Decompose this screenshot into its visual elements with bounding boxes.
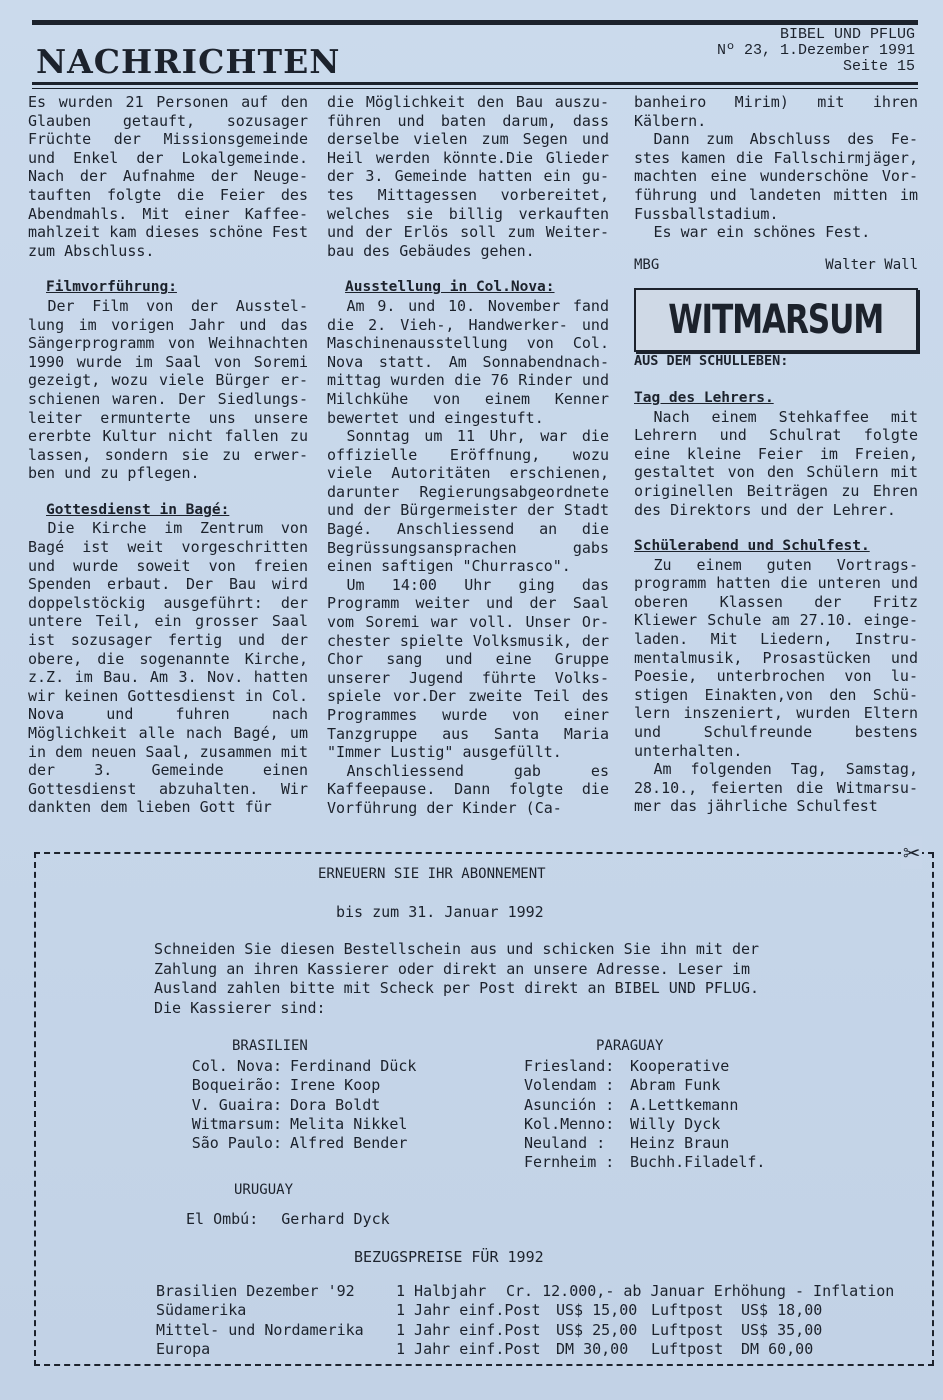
cashier-name: Alfred Bender [290,1134,408,1153]
cashier-place: Asunción : [524,1095,615,1114]
issue-date: Nº 23, 1.Dezember 1991 [716,42,915,59]
brasil-heading: BRASILIEN [232,1038,308,1054]
cashier-place: Kol.Menno: [524,1114,615,1133]
article-paragraph: Es wurden 21 Personen auf den Glauben getauft, sozusager Früchte der Missionsgemeinde und Enkel der Lokalgemeinde. Nach der Aufnahme der Neuge- tauften folgte die Feier des Abendmahls. Mit einer Kaffee- mahlzeit kam dieses schöne Fest zum Abschluss. [28,93,308,260]
article-heading: Ausstellung in Col.Nova: [345,279,555,296]
article-paragraph: Der Film von der Ausstel- lung im vorigen Jahr und das Sängerprogramm von Weihnachten 1990 wurde im Saal von Soremi gezeigt, wozu viele Bürger er- schienen waren. Der Siedlungs- leiter ermunterte uns unsere ererbte Kultur nicht fallen zu lassen, sondern sie zu erwer- ben und zu pflegen. [28,296,308,483]
price-value: Cr. 12.000,- ab Januar Erhöhung - Inflation [506,1282,895,1300]
cashier-row [182,1076,416,1095]
subscription-coupon [34,836,934,1366]
cashier-row [524,1134,765,1153]
coupon-instructions: Schneiden Sie diesen Bestellschein aus und schicken Sie ihn mit der Zahlung an ihren Kassierer oder direkt an unsere Adresse. Leser im Ausland zahlen bitte mit Scheck per Post direkt an BIBEL UND PFLUG. Die Kassierer sind: [154,940,760,1017]
uruguay-cashier [186,1210,390,1228]
coupon-title: ERNEUERN SIE IHR ABONNEMENT [318,866,546,882]
price-region: Europa [156,1339,211,1358]
article-heading: Gottesdienst in Bagé: [46,501,230,518]
cashier-name: Abram Funk [630,1076,721,1095]
cashier-place: V. Guaira: [191,1095,282,1114]
price-region: Mittel- und Nordamerika [156,1320,364,1339]
airmail-price: US$ 18,00 [741,1301,823,1320]
cashier-row [524,1076,765,1095]
cashier-name: A.Lettkemann [630,1095,739,1114]
article-paragraph: banheiro Mirim) mit ihren Kälbern. [634,93,918,130]
scissors-icon: ✂ [903,836,920,869]
brasil-cashiers [182,1057,416,1153]
paraguay-cashiers [524,1057,765,1173]
airmail-label: Luftpost [651,1339,724,1358]
cashier-row [524,1096,765,1115]
article-paragraph: die Möglichkeit den Bau auszu- führen und baten darum, dass derselbe vielen zum Segen und Heil werden könnte.Die Glieder der 3. Gemeinde hatten ein gu- tes Mittagessen vorbereitet, welches sie billig verkauften und der Erlös soll zum Weiter- bau des Gebäudes gehen. [327,93,609,260]
cashier-row [524,1153,765,1172]
price-plan: 1 Jahr einf.Post [396,1339,541,1358]
article-paragraph: Anschliessend gab es Kaffeepause. Dann folgte die Vorführung der Kinder (Ca- [327,761,609,817]
cashier-name: Heinz Braun [630,1134,730,1153]
price-row [156,1340,894,1359]
prices-heading: BEZUGSPREISE FÜR 1992 [354,1248,544,1266]
publication-name: BIBEL UND PFLUG [779,26,915,43]
cashier-row [182,1096,416,1115]
price-region: Brasilien Dezember '92 [156,1282,355,1300]
cashier-name: Kooperative [630,1057,730,1075]
cashier-place: Neuland : [524,1134,606,1153]
article-signature [634,256,918,275]
price-plan: 1 Jahr einf.Post [396,1301,541,1320]
cashier-name: Buchh.Filadelf. [630,1153,766,1172]
price-value: DM 30,00 [556,1339,629,1358]
cashier-name: Ferdinand Dück [290,1057,417,1075]
price-row [156,1282,894,1301]
cashier-place: Friesland: [524,1057,615,1075]
price-plan: 1 Halbjahr [396,1282,487,1300]
cashier-row [182,1115,416,1134]
price-value: US$ 25,00 [556,1320,638,1339]
page-number: Seite 15 [842,58,915,75]
witmarsum-banner [634,288,918,352]
article-paragraph: Am folgenden Tag, Samstag, 28.10., feierten die Witmarsu- mer das jährliche Schulfest [634,760,918,816]
signature-initials: MBG [634,256,660,273]
airmail-label: Luftpost [651,1301,724,1320]
cashier-place: Witmarsum: [191,1114,282,1133]
section-subtitle: AUS DEM SCHULLEBEN: [634,353,789,370]
price-region: Südamerika [156,1301,247,1320]
cashier-place: Volendam : [524,1076,615,1095]
airmail-price: US$ 35,00 [741,1320,823,1339]
cashier-row [524,1057,765,1076]
article-paragraph: Es war ein schönes Fest. [653,223,871,242]
price-value: US$ 15,00 [556,1301,638,1320]
cashier-place: El Ombú: [186,1210,259,1228]
article-heading: Tag des Lehrers. [634,389,774,406]
coupon-deadline: bis zum 31. Januar 1992 [336,903,544,921]
column-2 [327,93,609,818]
article-paragraph: Sonntag um 11 Uhr, war die offizielle Eröffnung, wozu viele Autoritäten erschienen, darunter Regierungsabgeordnete und der Bürgermeister der Stadt Bagé. Anschliessend an die Begrüssungsansprachen gabs einen saftigen "Churrasco". [327,427,609,576]
cashier-name: Gerhard Dyck [281,1210,390,1228]
cashier-row [524,1115,765,1134]
uruguay-heading: URUGUAY [234,1182,294,1198]
article-paragraph: Um 14:00 Uhr ging das Programm weiter und der Saal vom Soremi war voll. Unser Or- chester spielte Volksmusik, der Chor sang und eine Gruppe unserer Jugend führte Volks- spiele vor.Der zweite Teil des Programmes wurde von einer Tanzgruppe aus Santa Maria "Immer Lustig" ausgefüllt. [327,575,609,762]
article-paragraph: Zu einem guten Vortrags- programm hatten die unteren und oberen Klassen der Fritz Kliewer Schule am 27.10. einge- laden. Mit Liedern, Instru- mentalmusik, Prosastücken und Poesie, unterbrochen von lu- stigen Einakten,von den Schü- lern inszeniert, wurden Eltern und Schulfreunde bestens unterhalten. [634,555,918,760]
header-rule-1 [32,82,918,85]
issue-info [717,27,915,75]
cashier-place: Fernheim : [524,1153,615,1172]
article-heading: Filmvorführung: [46,279,177,296]
article-paragraph: Dann zum Abschluss des Fe- stes kamen die Fallschirmjäger, machten eine wunderschöne Vor- führung und landeten mitten im Fussballstadium. [634,130,918,223]
cashier-row [182,1057,416,1076]
column-1 [28,93,308,817]
cashier-row [182,1134,416,1153]
banner-text: WITMARSUM [668,297,884,344]
cashier-name: Dora Boldt [290,1095,381,1114]
price-row [156,1321,894,1340]
price-table [156,1282,894,1359]
cashier-name: Melita Nikkel [290,1114,408,1133]
top-rule [32,20,918,25]
airmail-price: DM 60,00 [741,1339,814,1358]
price-plan: 1 Jahr einf.Post [396,1320,541,1339]
cashier-place: São Paulo: [191,1134,282,1153]
cashier-place: Boqueirão: [191,1076,282,1095]
header-rule-2 [32,88,918,89]
article-paragraph: Die Kirche im Zentrum von Bagé ist weit vorgeschritten und wurde soweit von freien Spenden erbaut. Der Bau wird doppelstöckig ausgeführt: der untere Teil, ein grosser Saal ist sozusager fertig und der obere, die sogenannte Kirche, z.Z. im Bau. Am 3. Nov. hatten wir keinen Gottesdienst in Col. Nova und fuhren nach Möglichkeit alle nach Bagé, um in dem neuen Saal, zusammen mit der 3. Gemeinde einen Gottesdienst abzuhalten. Wir dankten dem lieben Gott für [28,519,308,817]
column-3 [634,93,918,816]
cashier-name: Willy Dyck [630,1114,721,1133]
price-row [156,1301,894,1320]
airmail-label: Luftpost [651,1320,724,1339]
page-title: NACHRICHTEN [36,42,341,81]
signature-author: Walter Wall [825,256,918,273]
article-heading: Schülerabend und Schulfest. [634,538,870,555]
paraguay-heading: PARAGUAY [596,1038,664,1054]
article-paragraph: Am 9. und 10. November fand die 2. Vieh-, Handwerker- und Maschinenausstellung von Col. Nova statt. Am Sonnabendnach- mittag wurden die 76 Rinder und Milchkühe von einem Kenner bewertet und eingestuft. [327,296,609,427]
cashier-name: Irene Koop [290,1076,381,1095]
cashier-place: Col. Nova: [191,1057,282,1075]
article-paragraph: Nach einem Stehkaffee mit Lehrern und Schulrat folgte eine kleine Feier im Freien, gestaltet von den Schülern mit originellen Beiträgen zu Ehren des Direktors und der Lehrer. [634,407,918,519]
